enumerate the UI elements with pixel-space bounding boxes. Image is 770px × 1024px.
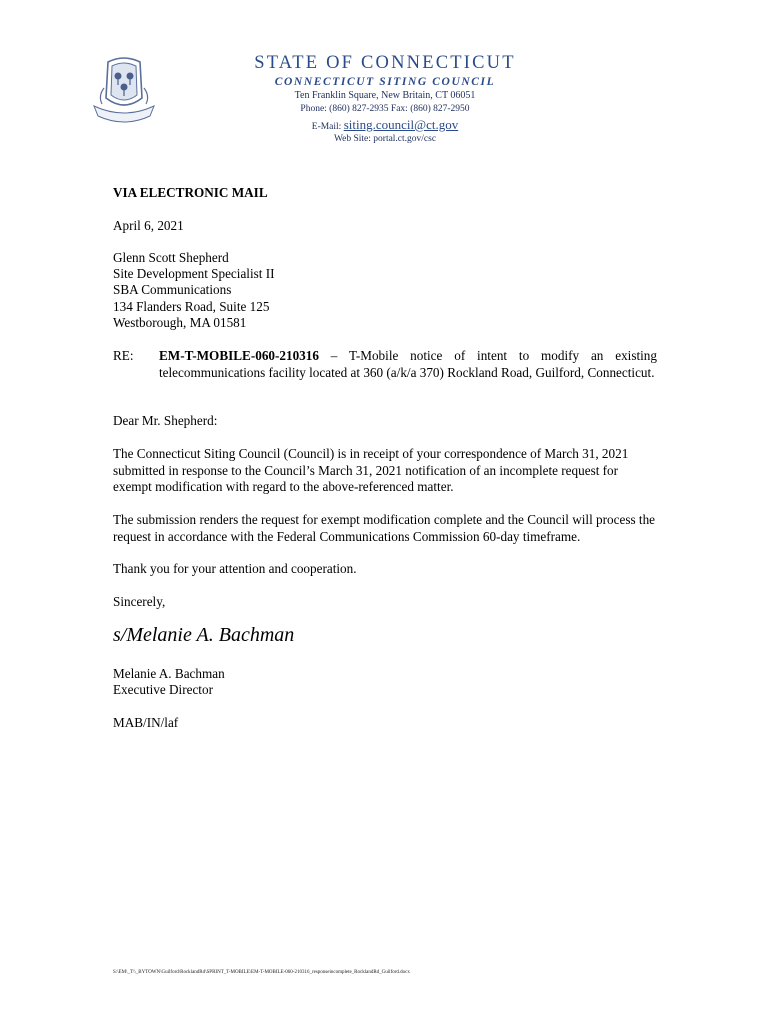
- letter-date: April 6, 2021: [113, 218, 184, 233]
- signer-title: Executive Director: [113, 682, 213, 697]
- delivery-method: VIA ELECTRONIC MAIL: [113, 185, 268, 200]
- recipient-street: 134 Flanders Road, Suite 125: [113, 299, 270, 314]
- recipient-company: SBA Communications: [113, 282, 232, 297]
- closing: Sincerely,: [113, 594, 166, 609]
- letterhead-phone-fax: Phone: (860) 827-2935 Fax: (860) 827-2950: [300, 104, 470, 114]
- body-paragraph-2: The submission renders the request for exempt modification complete and the Council will process the request in accordance with the Federal Communications Commission 60-day timeframe.: [113, 512, 656, 544]
- body-paragraph-3: Thank you for your attention and cooperation.: [113, 561, 357, 576]
- letterhead-email-line: [200, 117, 570, 133]
- footer-file-path: S:\EM\_T\\_BYTOWN\Guilford\RocklandRd\SPRINT_T-MOBILE\EM-T-MOBILE-060-210316_responseincomplete_RocklandRd_Guilford.docx: [113, 970, 410, 975]
- email-link[interactable]: siting.council@ct.gov: [343, 117, 459, 132]
- re-subject: [159, 348, 657, 381]
- re-description: – T-Mobile notice of intent to modify an existing telecommunications facility located at 360 (a/k/a 370) Rockland Road, Guilford, Connecticut.: [159, 348, 657, 380]
- letterhead-address: Ten Franklin Square, New Britain, CT 06051: [294, 90, 476, 101]
- re-docket-number: EM-T-MOBILE-060-210316: [159, 348, 319, 363]
- letterhead-subtitle: CONNECTICUT SITING COUNCIL: [274, 76, 496, 88]
- recipient-city: Westborough, MA 01581: [113, 315, 247, 330]
- email-label: E-Mail:: [311, 122, 342, 132]
- signer-name: Melanie A. Bachman: [113, 666, 225, 681]
- re-label: RE:: [113, 348, 134, 363]
- state-seal-icon: [84, 52, 164, 132]
- salutation: Dear Mr. Shepherd:: [113, 413, 218, 428]
- recipient-name: Glenn Scott Shepherd: [113, 250, 229, 265]
- body-paragraph-1: The Connecticut Siting Council (Council) is in receipt of your correspondence of March 31, 2021 submitted in response to the Council’s March 31, 2021 notification of an incomplete request for exempt modification with regard to the above-referenced matter.: [113, 446, 629, 494]
- recipient-title: Site Development Specialist II: [113, 266, 275, 281]
- letterhead-title: STATE OF CONNECTICUT: [254, 53, 516, 73]
- letterhead-website: Web Site: portal.ct.gov/csc: [333, 134, 437, 144]
- signature: s/Melanie A. Bachman: [113, 624, 295, 646]
- initials: MAB/IN/laf: [113, 715, 179, 730]
